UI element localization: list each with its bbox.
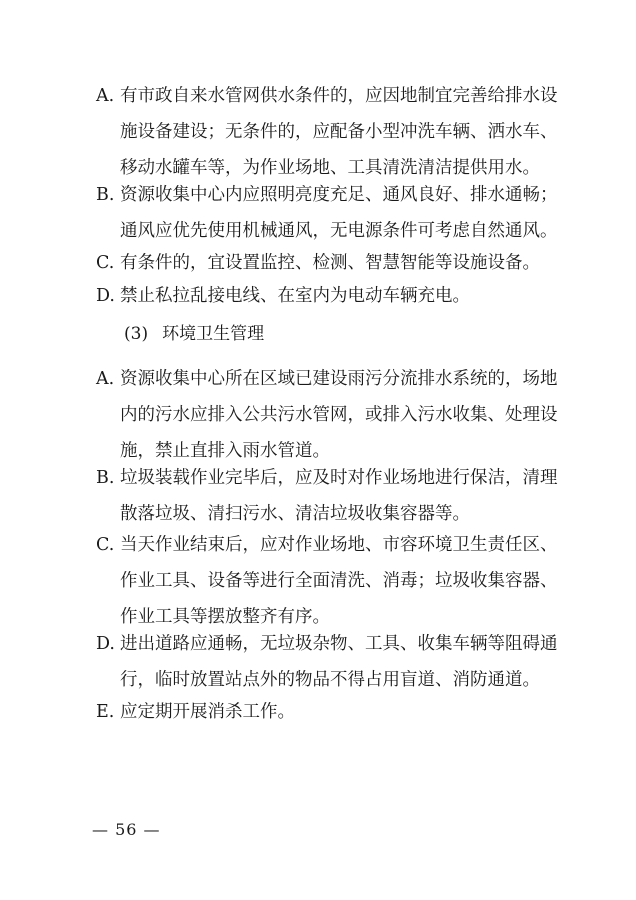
item-text-line: 移动水罐车等，为作业场地、工具清洗清洁提供用水。 <box>120 158 540 178</box>
item-text-line: 资源收集中心内应照明亮度充足、通风良好、排水通畅； <box>120 185 558 205</box>
section-heading <box>124 316 264 352</box>
list-item-a <box>96 78 566 186</box>
list-item-b <box>96 460 566 532</box>
item-label: D. <box>96 634 115 654</box>
item-text-line: 行，临时放置站点外的物品不得占用盲道、消防通道。 <box>120 670 540 690</box>
section-number: (3) <box>124 324 149 344</box>
item-text-line: 施设备建设；无条件的，应配备小型冲洗车辆、洒水车、 <box>120 122 558 142</box>
section-title: 环境卫生管理 <box>162 324 265 344</box>
item-label: D. <box>96 286 115 306</box>
item-text-line: 内的污水应排入公共污水管网，或排入污水收集、处理设 <box>120 405 558 425</box>
item-label: E. <box>96 702 115 722</box>
item-label: B. <box>96 185 115 205</box>
item-text-line: 散落垃圾、清扫污水、清洁垃圾收集容器等。 <box>120 504 470 524</box>
item-text-line: 当天作业结束后，应对作业场地、市容环境卫生责任区、 <box>120 535 558 555</box>
list-item-a <box>96 361 566 469</box>
item-text-line: 禁止私拉乱接电线、在室内为电动车辆充电。 <box>120 286 470 306</box>
list-item-d <box>96 626 566 698</box>
item-text-line: 施，禁止直排入雨水管道。 <box>120 441 330 461</box>
item-label: C. <box>96 535 115 555</box>
item-label: C. <box>96 253 115 273</box>
item-text-line: 有市政自来水管网供水条件的，应因地制宜完善给排水设 <box>120 86 558 106</box>
list-item-c <box>96 527 566 635</box>
page-number: — 56 — <box>92 820 161 839</box>
item-text-line: 垃圾装载作业完毕后，应及时对作业场地进行保洁，清理 <box>120 468 558 488</box>
list-item-d <box>96 278 566 314</box>
list-item-e <box>96 694 566 730</box>
item-text-line: 作业工具、设备等进行全面清洗、消毒；垃圾收集容器、 <box>120 571 558 591</box>
item-label: A. <box>96 86 115 106</box>
item-text-line: 有条件的，宜设置监控、检测、智慧智能等设施设备。 <box>120 253 540 273</box>
item-text-line: 作业工具等摆放整齐有序。 <box>120 607 330 627</box>
item-text-line: 通风应优先使用机械通风，无电源条件可考虑自然通风。 <box>120 221 558 241</box>
item-text-line: 应定期开展消杀工作。 <box>120 702 295 722</box>
item-label: B. <box>96 468 115 488</box>
list-item-c <box>96 245 566 281</box>
item-text-line: 资源收集中心所在区域已建设雨污分流排水系统的，场地 <box>120 369 558 389</box>
item-text-line: 进出道路应通畅，无垃圾杂物、工具、收集车辆等阻碍通 <box>120 634 558 654</box>
item-label: A. <box>96 369 115 389</box>
list-item-b <box>96 177 566 249</box>
